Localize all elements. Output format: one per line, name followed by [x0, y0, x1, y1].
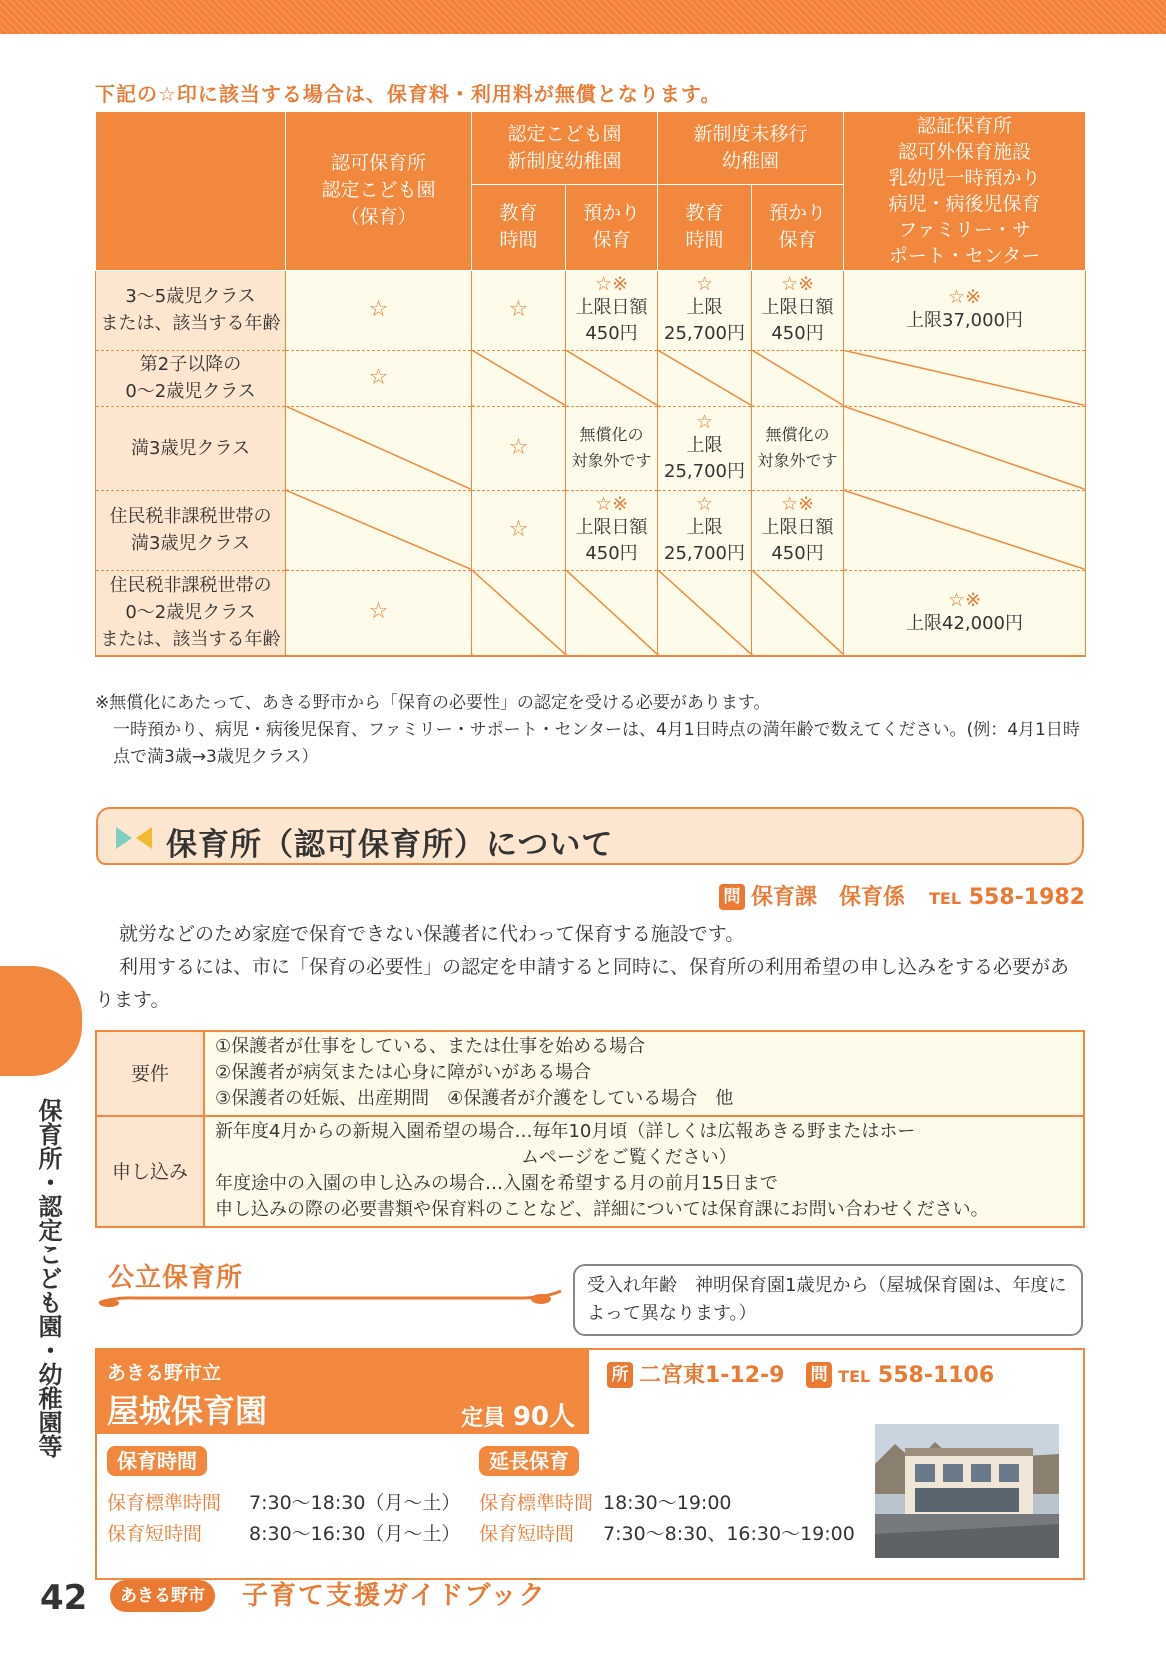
table-row [96, 270, 1086, 350]
note-2: 一時預かり、病児・病後児保育、ファミリー・サポート・センターは、4月1日時点の満年齢で数えてください。(例：4月1日時点で満3歳→3歳児クラス） [113, 720, 1080, 767]
header-blank [96, 112, 286, 270]
star-icon: ☆ [368, 599, 389, 625]
extension-list [479, 1488, 855, 1550]
cell [752, 270, 844, 350]
cell [286, 570, 472, 656]
subsection-title: 公立保育所 [108, 1263, 244, 1293]
cell [844, 570, 1086, 656]
cell-na [752, 570, 844, 656]
table-row [96, 406, 1086, 490]
hours-list [107, 1488, 460, 1550]
tel-label: TEL [928, 889, 962, 908]
cell-na [844, 406, 1086, 490]
table-row [96, 570, 1086, 656]
req-key: 要件 [96, 1031, 204, 1116]
nursery-card-header [97, 1350, 589, 1434]
guidebook-title-text: 子育て支援ガイドブック [242, 1581, 547, 1611]
nursery-contact [607, 1358, 994, 1389]
cell [472, 270, 566, 350]
star-note-icon: ☆※ [781, 493, 814, 515]
table-row [96, 350, 1086, 406]
star-note-icon: ☆※ [948, 286, 981, 308]
side-tab-label: 保育所・認定こども園・幼稚園等 [34, 1098, 62, 1458]
cell [566, 270, 658, 350]
contact-tel: 558-1982 [968, 885, 1085, 910]
cell [658, 270, 752, 350]
cell-value: 上限37,000円 [906, 310, 1024, 331]
hours-label: 保育短時間 [479, 1523, 575, 1545]
cell [658, 490, 752, 570]
hours-value: 7:30～18:30（月～土） [249, 1492, 461, 1514]
hours-value: 8:30～16:30（月～土） [249, 1523, 461, 1545]
nursery-name: 屋城保育園 [107, 1392, 268, 1430]
cell-na [658, 570, 752, 656]
req-item: 年度途中の入園の申し込みの場合…入園を希望する月の前月15日まで [215, 1173, 778, 1194]
tel-label: TEL [838, 1367, 871, 1386]
header-group1: 認定こども園 新制度幼稚園 [472, 112, 658, 184]
req-item: ムページをご覧ください） [521, 1147, 737, 1168]
hours-value: 18:30～19:00 [603, 1492, 732, 1514]
req-key: 申し込み [96, 1116, 204, 1227]
cell-value: 上限日額 450円 [575, 517, 648, 564]
req-item: ③保護者の妊娠、出産期間 ④保護者が介護をしている場合 他 [215, 1088, 734, 1109]
cell-value: 無償化の 対象外です [566, 406, 658, 490]
capacity-value: 90人 [512, 1402, 575, 1432]
cell [286, 270, 472, 350]
header-group2: 新制度未移行 幼稚園 [658, 112, 844, 184]
req-item: ①保護者が仕事をしている、または仕事を始める場合 [215, 1036, 646, 1057]
subsection-underline [95, 1283, 565, 1313]
page-number: 42 [40, 1578, 88, 1618]
row-label: 満3歳児クラス [96, 406, 286, 490]
address-tag: 所 [607, 1362, 633, 1388]
cell-na [472, 350, 566, 406]
cell-na [752, 350, 844, 406]
extension-pill: 延長保育 [479, 1446, 579, 1476]
star-icon: ☆ [695, 411, 714, 433]
req-item: ②保護者が病気または心身に障がいがある場合 [215, 1062, 592, 1083]
cell-value: 上限日額 450円 [761, 297, 834, 344]
age-note: 受入れ年齢 神明保育園1歳児から（屋城保育園は、年度によって異なります。） [573, 1264, 1083, 1336]
header-sub-care: 預かり 保育 [752, 184, 844, 270]
city-logo: あきる野市 [110, 1580, 215, 1612]
req-item: 新年度4月からの新規入園希望の場合…毎年10月頃（詳しくは広報あきる野またはホー [215, 1121, 916, 1142]
inquiry-tag: 問 [806, 1362, 832, 1388]
fee-table [95, 112, 1086, 657]
star-icon: ☆ [695, 493, 714, 515]
header-sub-care: 預かり 保育 [566, 184, 658, 270]
cell-value: 上限 25,700円 [664, 435, 745, 482]
cell-value: 上限 25,700円 [664, 517, 745, 564]
cell [472, 406, 566, 490]
row-label: 住民税非課税世帯の 0～2歳児クラス または、該当する年齢 [96, 570, 286, 656]
note-1: ※無償化にあたって、あきる野市から「保育の必要性」の認定を受ける必要があります。 [95, 693, 771, 713]
nursery-address: 二宮東1-12-9 [639, 1363, 785, 1388]
cell-na [844, 350, 1086, 406]
req-item: 申し込みの際の必要書類や保育料のことなど、詳細については保育課にお問い合わせください。 [215, 1199, 989, 1220]
cell-value: 上限 25,700円 [664, 297, 745, 344]
cell-value: 無償化の 対象外です [752, 406, 844, 490]
header-sub-edu: 教育 時間 [658, 184, 752, 270]
cell-na [472, 570, 566, 656]
nursery-prefix: あきる野市立 [107, 1362, 222, 1384]
nursery-capacity [461, 1396, 575, 1433]
star-note-icon: ☆※ [595, 273, 628, 295]
star-icon: ☆ [508, 296, 529, 322]
star-icon: ☆ [368, 296, 389, 322]
header-col-last: 認証保育所 認可外保育施設 乳幼児一時預かり 病児・病後児保育 ファミリー・サ ポート・センター [844, 112, 1086, 270]
contact-dept: 保育課 保育係 [750, 885, 905, 910]
cell [844, 270, 1086, 350]
nursery-tel: 558-1106 [877, 1363, 995, 1388]
body-text [95, 918, 1085, 1017]
hours-label: 保育標準時間 [107, 1492, 222, 1514]
cell [566, 490, 658, 570]
cell-na [286, 406, 472, 490]
cell-na [658, 350, 752, 406]
star-note-icon: ☆※ [948, 588, 981, 611]
section-header [96, 807, 1084, 865]
row-label: 3～5歳児クラス または、該当する年齢 [96, 270, 286, 350]
header-sub-edu: 教育 時間 [472, 184, 566, 270]
notes [95, 690, 1085, 771]
cell-value: 上限日額 450円 [761, 517, 834, 564]
section-title: 保育所（認可保育所）について [166, 827, 614, 863]
contact-line [719, 880, 1085, 911]
hours-label: 保育短時間 [107, 1523, 203, 1545]
cell-na [286, 490, 472, 570]
ribbon-icon [116, 827, 152, 849]
cell-na [566, 570, 658, 656]
hours-pill: 保育時間 [107, 1446, 207, 1476]
nursery-photo [875, 1424, 1059, 1558]
nursery-card [95, 1348, 1085, 1580]
star-icon: ☆ [508, 516, 529, 542]
cell [286, 350, 472, 406]
req-value [204, 1031, 1084, 1116]
hours-label: 保育標準時間 [479, 1492, 594, 1514]
table-row [96, 490, 1086, 570]
body-paragraph: 就労などのため家庭で保育できない保護者に代わって保育する施設です。 [119, 923, 745, 945]
hours-value: 7:30～8:30、16:30～19:00 [603, 1523, 855, 1545]
star-note-icon: ☆※ [595, 493, 628, 515]
body-paragraph: 利用するには、市に「保育の必要性」の認定を申請すると同時に、保育所の利用希望の申し込みをする必要があります。 [95, 956, 1070, 1011]
star-note-icon: ☆※ [781, 273, 814, 295]
cell [658, 406, 752, 490]
cell-value: 上限42,000円 [906, 612, 1024, 634]
cell-na [566, 350, 658, 406]
intro-text: 下記の☆印に該当する場合は、保育料・利用料が無償となります。 [95, 82, 722, 106]
row-label: 第2子以降の 0～2歳児クラス [96, 350, 286, 406]
cell [472, 490, 566, 570]
header-col1: 認可保育所 認定こども園 （保育） [286, 112, 472, 270]
requirements-table [95, 1030, 1085, 1228]
side-tab [0, 966, 82, 1076]
star-icon: ☆ [695, 273, 714, 295]
inquiry-tag: 問 [719, 884, 745, 910]
cell [752, 490, 844, 570]
cell-value: 上限日額 450円 [575, 297, 648, 344]
guidebook-title [242, 1580, 547, 1612]
capacity-label: 定員 [461, 1406, 506, 1431]
star-icon: ☆ [508, 434, 529, 460]
cell-na [844, 490, 1086, 570]
row-label: 住民税非課税世帯の 満3歳児クラス [96, 490, 286, 570]
top-band [0, 0, 1166, 34]
req-value [204, 1116, 1084, 1227]
star-icon: ☆ [368, 364, 389, 390]
